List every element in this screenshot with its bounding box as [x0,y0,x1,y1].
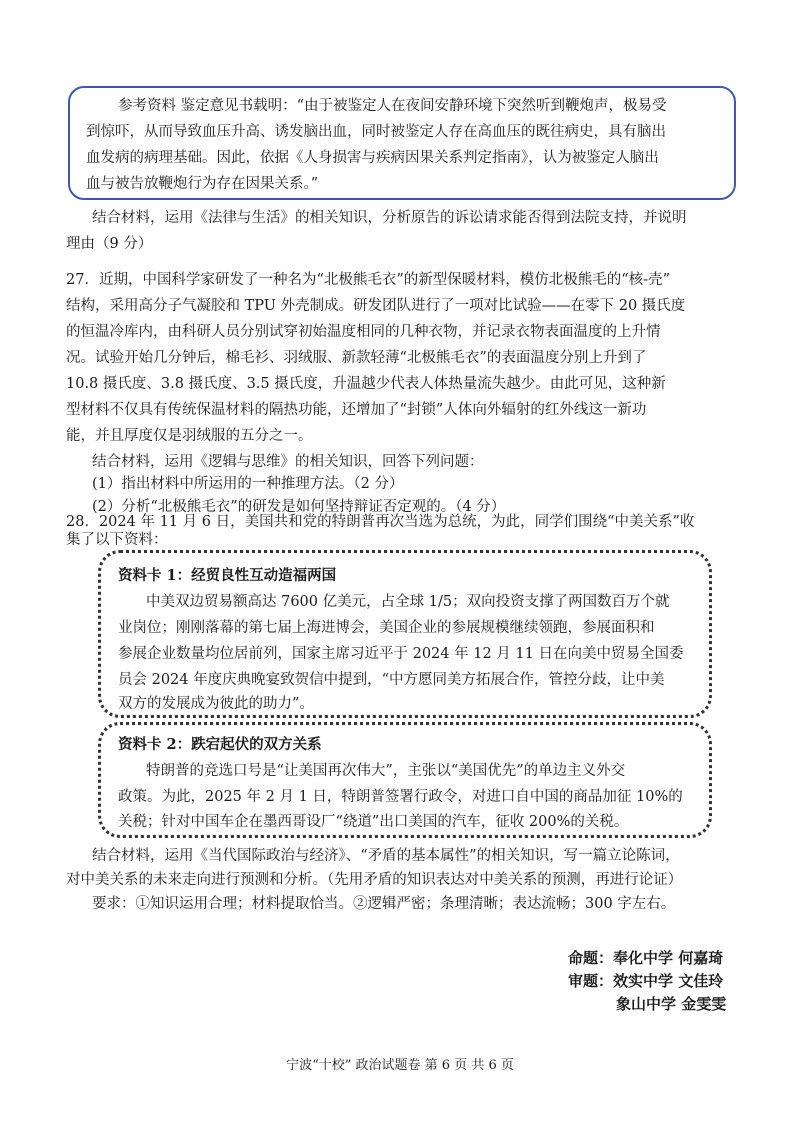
q27-line-10: (2）分析“北极熊毛衣”的研发是如何坚持辩证否定观的。（4 分） [92,499,506,515]
card2-title: 资料卡 2：跌宕起伏的双方关系 [118,736,322,753]
card2-line-2: 政策。为此，2025 年 2 月 1 日，特朗普签署行政令，对进口自中国的商品加征 10%的 [118,789,683,805]
reference-line-4: 血与被告放鞭炮行为存在因果关系。” [86,176,319,192]
credit-reviewer-1: 审题：效实中学 文佳玲 [568,972,724,990]
q27-line-1: 27．近期，中国科学家研发了一种名为“北极熊毛衣”的新型保暖材料，模仿北极熊毛的“核-壳” [66,272,670,288]
q26-task-line-2: 理由（9 分） [66,236,153,252]
q28-task-line-1: 结合材料，运用《当代国际政治与经济》、“矛盾的基本属性”的相关知识，写一篇立论陈词， [92,848,680,864]
q27-line-7: 能，并且厚度仅是羽绒服的五分之一。 [66,428,313,444]
q28-task-line-3: 要求：①知识运用合理；材料提取恰当。②逻辑严密；条理清晰；表达流畅；300 字左右。 [92,896,676,912]
card1-line-1: 中美双边贸易额高达 7600 亿美元，占全球 1/5；双向投资支撑了两国数百万个就 [146,594,670,610]
page-footer: 宁波“十校” 政治试题卷 第 6 页 共 6 页 [286,1058,514,1073]
q27-line-9: (1）指出材料中所运用的一种推理方法。（2 分） [92,476,404,492]
card1-line-4: 员会 2024 年度庆典晚宴致贺信中提到，“中方愿同美方拓展合作，管控分歧，让中美 [118,672,665,688]
q27-line-6: 型材料不仅具有传统保温材料的隔热功能，还增加了“封锁”人体向外辐射的红外线这一新功 [66,402,647,418]
card2-line-1: 特朗普的竞选口号是“让美国再次伟大”，主张以“美国优先”的单边主义外交 [146,763,626,779]
q27-line-8: 结合材料，运用《逻辑与思维》的相关知识，回答下列问题： [92,454,484,470]
q28-intro-line-1: 28．2024 年 11 月 6 日，美国共和党的特朗普再次当选为总统，为此，同学们围绕“中美关系”收 [66,514,695,530]
reference-line-3: 血发病的病理基础。因此，依据《人身损害与疾病因果关系判定指南》，认为被鉴定人脑出 [86,150,659,166]
reference-line-1: 参考资料 鉴定意见书载明：“由于被鉴定人在夜间安静环境下突然听到鞭炮声，极易受 [118,98,667,114]
card1-title: 资料卡 1：经贸良性互动造福两国 [118,567,337,584]
q28-task-line-2: 对中美关系的未来走向进行预测和分析。（先用矛盾的知识表达对中美关系的预测，再进行论证） [66,872,683,888]
card1-line-3: 参展企业数量均位居前列，国家主席习近平于 2024 年 12 月 11 日在向美中贸易全国委 [118,646,684,662]
q26-task-line-1: 结合材料，运用《法律与生活》的相关知识，分析原告的诉讼请求能否得到法院支持，并说明 [92,210,687,226]
card1-line-5: 双方的发展成为彼此的助力”。 [118,696,314,712]
q27-line-5: 10.8 摄氏度、3.8 摄氏度、3.5 摄氏度，升温越少代表人体热量流失越少。由此可见，这种新 [66,376,666,392]
card1-line-2: 业岗位；刚刚落幕的第七届上海进博会，美国企业的参展规模继续领跑，参展面积和 [118,620,655,636]
q27-line-3: 的恒温冷库内，由科研人员分别试穿初始温度相同的几种衣物，并记录衣物表面温度的上升情 [66,324,661,340]
credit-reviewer-2: 象山中学 金雯雯 [616,995,727,1013]
q28-intro-line-2: 集了以下资料： [66,532,168,548]
reference-line-2: 到惊吓，从而导致血压升高、诱发脑出血，同时被鉴定人存在高血压的既往病史，具有脑出 [86,124,666,140]
q27-line-2: 结构，采用高分子气凝胶和 TPU 外壳制成。研发团队进行了一项对比试验——在零下 20 摄氏度 [66,298,686,314]
credit-author: 命题：奉化中学 何嘉琦 [568,949,724,967]
card2-line-3: 关税；针对中国车企在墨西哥设厂“绕道”出口美国的汽车，征收 200%的关税。 [118,814,629,830]
q27-line-4: 况。试验开始几分钟后，棉毛衫、羽绒服、新款轻薄“北极熊毛衣”的表面温度分别上升到了 [66,350,647,366]
